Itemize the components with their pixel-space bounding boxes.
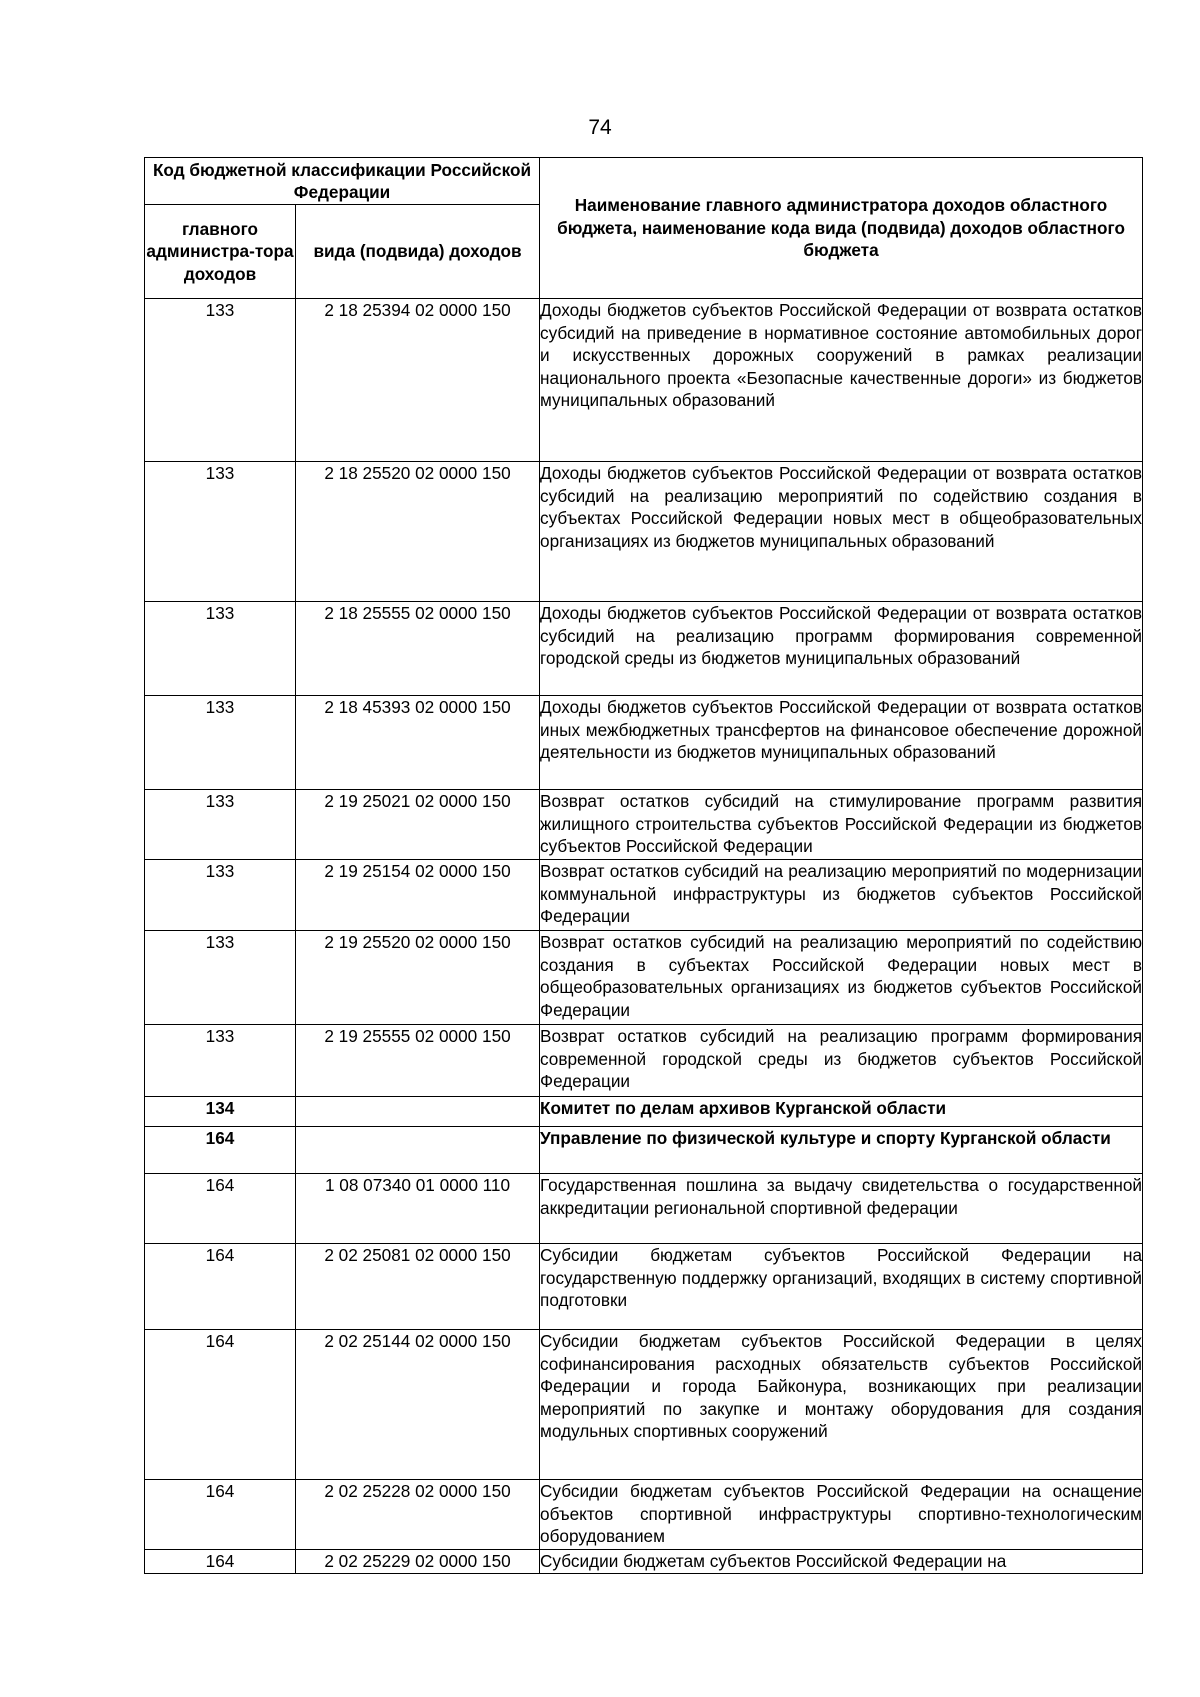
cell-admin-code: 164 [145, 1174, 296, 1244]
header-col-admin: главного администра-тора доходов [145, 205, 296, 299]
table-row [145, 1097, 1143, 1127]
cell-income-name: Субсидии бюджетам субъектов Российской Федерации на оснащение объектов спортивной инфраструктуры спортивно-технологическим оборудованием [540, 1480, 1143, 1550]
cell-admin-code: 164 [145, 1127, 296, 1174]
cell-income-code: 2 02 25228 02 0000 150 [296, 1480, 540, 1550]
cell-admin-code: 133 [145, 1025, 296, 1097]
cell-income-name: Возврат остатков субсидий на реализацию программ формирования современной городской среды из бюджетов субъектов Российской Федерации [540, 1025, 1143, 1097]
cell-income-code: 2 02 25081 02 0000 150 [296, 1244, 540, 1330]
cell-income-name: Субсидии бюджетам субъектов Российской Федерации на [540, 1550, 1143, 1574]
cell-income-name: Управление по физической культуре и спорту Курганской области [540, 1127, 1143, 1174]
table-row [145, 1480, 1143, 1550]
cell-admin-code: 133 [145, 931, 296, 1025]
cell-income-name: Доходы бюджетов субъектов Российской Федерации от возврата остатков субсидий на реализацию программ формирования современной городской среды из бюджетов муниципальных образований [540, 602, 1143, 696]
cell-income-name: Возврат остатков субсидий на реализацию мероприятий по модернизации коммунальной инфраструктуры из бюджетов субъектов Российской Федерации [540, 860, 1143, 931]
cell-income-name: Государственная пошлина за выдачу свидетельства о государственной аккредитации региональной спортивной федерации [540, 1174, 1143, 1244]
table-row [145, 1244, 1143, 1330]
table-row [145, 1550, 1143, 1574]
cell-income-name: Субсидии бюджетам субъектов Российской Федерации на государственную поддержку организаций, входящих в систему спортивной подготовки [540, 1244, 1143, 1330]
table-row [145, 1127, 1143, 1174]
cell-admin-code: 133 [145, 790, 296, 860]
cell-income-code: 2 19 25520 02 0000 150 [296, 931, 540, 1025]
table-header [145, 158, 1143, 299]
cell-income-name: Доходы бюджетов субъектов Российской Федерации от возврата остатков субсидий на реализацию мероприятий по содействию создания в субъектах Российской Федерации новых мест в общеобразовательных организациях из бюджетов муниципальных образований [540, 462, 1143, 602]
table-row [145, 931, 1143, 1025]
cell-income-name: Доходы бюджетов субъектов Российской Федерации от возврата остатков субсидий на приведение в нормативное состояние автомобильных дорог и искусственных дорожных сооружений в рамках реализации национального проекта «Безопасные качественные дороги» из бюджетов муниципальных образований [540, 299, 1143, 462]
cell-income-code [296, 1127, 540, 1174]
cell-income-code: 2 02 25229 02 0000 150 [296, 1550, 540, 1574]
cell-admin-code: 133 [145, 602, 296, 696]
table-row [145, 462, 1143, 602]
cell-income-code: 2 19 25555 02 0000 150 [296, 1025, 540, 1097]
cell-income-code: 2 18 25555 02 0000 150 [296, 602, 540, 696]
cell-admin-code: 164 [145, 1244, 296, 1330]
table-row [145, 860, 1143, 931]
cell-admin-code: 133 [145, 299, 296, 462]
cell-income-code: 2 18 45393 02 0000 150 [296, 696, 540, 790]
table-row [145, 602, 1143, 696]
table-row [145, 1025, 1143, 1097]
table-row [145, 1174, 1143, 1244]
cell-admin-code: 164 [145, 1550, 296, 1574]
cell-income-name: Возврат остатков субсидий на реализацию мероприятий по содействию создания в субъектах Российской Федерации новых мест в общеобразовательных организациях из бюджетов субъектов Российской Федерации [540, 931, 1143, 1025]
table-row [145, 299, 1143, 462]
cell-income-code: 2 02 25144 02 0000 150 [296, 1330, 540, 1480]
cell-income-code: 2 18 25394 02 0000 150 [296, 299, 540, 462]
cell-income-name: Субсидии бюджетам субъектов Российской Федерации в целях софинансирования расходных обязательств субъектов Российской Федерации и города Байконура, возникающих при реализации мероприятий по закупке и монтажу оборудования для создания модульных спортивных сооружений [540, 1330, 1143, 1480]
header-col-code: вида (подвида) доходов [296, 205, 540, 299]
cell-admin-code: 134 [145, 1097, 296, 1127]
header-group-title: Код бюджетной классификации Российской Федерации [145, 158, 540, 205]
table-row [145, 696, 1143, 790]
cell-income-code [296, 1097, 540, 1127]
page-number: 74 [588, 116, 612, 139]
cell-income-name: Доходы бюджетов субъектов Российской Федерации от возврата остатков иных межбюджетных трансфертов на финансовое обеспечение дорожной деятельности из бюджетов муниципальных образований [540, 696, 1143, 790]
cell-admin-code: 164 [145, 1480, 296, 1550]
table-body [145, 299, 1143, 1574]
table-row [145, 1330, 1143, 1480]
cell-income-name: Комитет по делам архивов Курганской области [540, 1097, 1143, 1127]
cell-income-code: 1 08 07340 01 0000 110 [296, 1174, 540, 1244]
cell-admin-code: 133 [145, 462, 296, 602]
budget-classification-table [144, 157, 1143, 1574]
cell-admin-code: 164 [145, 1330, 296, 1480]
cell-income-name: Возврат остатков субсидий на стимулирование программ развития жилищного строительства субъектов Российской Федерации из бюджетов субъектов Российской Федерации [540, 790, 1143, 860]
table-row [145, 790, 1143, 860]
cell-income-code: 2 19 25021 02 0000 150 [296, 790, 540, 860]
cell-income-code: 2 19 25154 02 0000 150 [296, 860, 540, 931]
cell-income-code: 2 18 25520 02 0000 150 [296, 462, 540, 602]
header-col-name: Наименование главного администратора доходов областного бюджета, наименование кода вида (подвида) доходов областного бюджета [540, 158, 1143, 299]
cell-admin-code: 133 [145, 696, 296, 790]
cell-admin-code: 133 [145, 860, 296, 931]
